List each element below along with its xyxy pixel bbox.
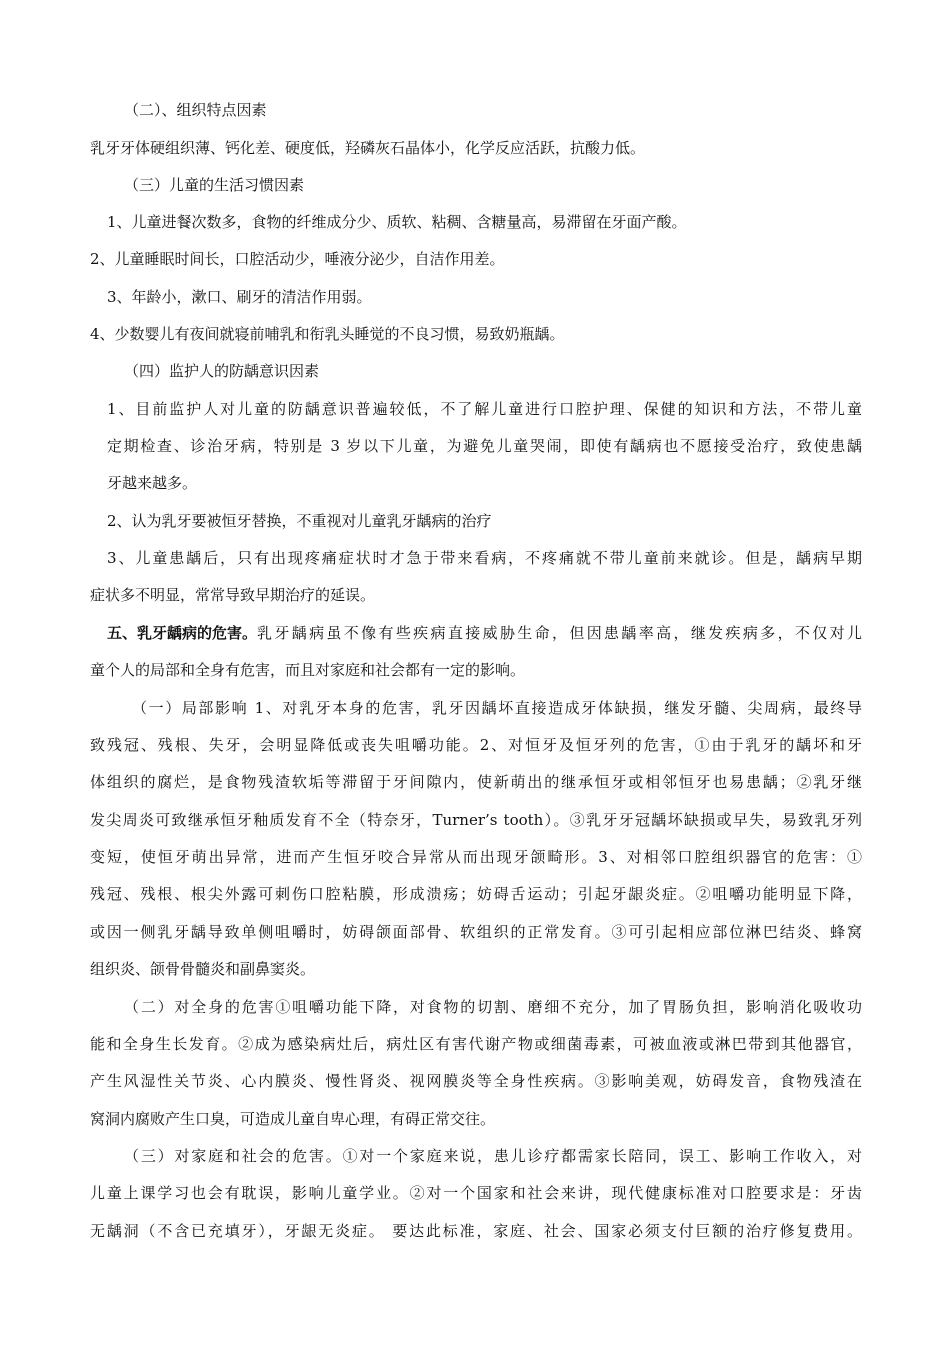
paragraph-line: 或因一侧乳牙龋导致单侧咀嚼时，妨碍颌面部骨、软组织的正常发育。③可引起相应部位淋巴结炎、蜂窝 <box>90 923 862 941</box>
list-item: 2、认为乳牙要被恒牙替换，不重视对儿童乳牙龋病的治疗 <box>107 512 492 530</box>
paragraph-line: （三）对家庭和社会的危害。①对一个家庭来说，患儿诊疗都需家长陪同，误工、影响工作收入，对 <box>124 1147 862 1165</box>
paragraph-text: 乳牙龋病虽不像有些疾病直接威胁生命，但因患龋率高，继发疾病多，不仅对儿 <box>257 624 862 642</box>
paragraph-line: 窝洞内腐败产生口臭，可造成儿童自卑心理，有碍正常交往。 <box>90 1110 496 1128</box>
section-heading: （二）、组织特点因素 <box>124 101 267 119</box>
section-title: 五、乳牙龋病的危害。 <box>107 624 258 642</box>
paragraph-line <box>107 623 862 643</box>
paragraph-line: 定期检查、诊治牙病，特别是 3 岁以下儿童，为避免儿童哭闹，即使有龋病也不愿接受治疗，致使患龋 <box>107 437 862 455</box>
paragraph-line: 产生风湿性关节炎、心内膜炎、慢性肾炎、视网膜炎等全身性疾病。③影响美观，妨碍发音，食物残渣在 <box>90 1072 862 1090</box>
paragraph-line: 牙越来越多。 <box>107 474 198 492</box>
paragraph-line: 变短，使恒牙萌出异常，进而产生恒牙咬合异常从而出现牙颌畸形。3、对相邻口腔组织器官的危害：① <box>90 848 862 866</box>
section-heading: （四）监护人的防龋意识因素 <box>124 362 320 380</box>
paragraph-line: （二）对全身的危害①咀嚼功能下降，对食物的切割、磨细不充分，加了胃肠负担，影响消化吸收功 <box>124 998 862 1016</box>
paragraph-line: 残冠、残根、根尖外露可刺伤口腔粘膜，形成溃疡；妨碍舌运动；引起牙龈炎症。②咀嚼功能明显下降， <box>90 885 862 903</box>
paragraph-line: 1、目前监护人对儿童的防龋意识普遍较低，不了解儿童进行口腔护理、保健的知识和方法，不带儿童 <box>107 400 862 418</box>
paragraph-line: 童个人的局部和全身有危害，而且对家庭和社会都有一定的影响。 <box>90 661 526 679</box>
paragraph-line: 无龋洞（不含已充填牙），牙龈无炎症。 要达此标准，家庭、社会、国家必须支付巨额的治疗修复费用。 <box>90 1222 862 1240</box>
paragraph-line: 发尖周炎可致继承恒牙釉质发育不全（特奈牙，Turner’s tooth）。③乳牙牙冠龋坏缺损或早失，易致乳牙列 <box>90 811 862 829</box>
list-item: 2、儿童睡眠时间长，口腔活动少，唾液分泌少，自洁作用差。 <box>90 250 505 268</box>
paragraph-line: 致残冠、残根、失牙，会明显降低或丧失咀嚼功能。2、对恒牙及恒牙列的危害，①由于乳牙的龋坏和牙 <box>90 736 862 754</box>
paragraph-line: 能和全身生长发育。②成为感染病灶后，病灶区有害代谢产物或细菌毒素，可被血液或淋巴带到其他器官， <box>90 1035 862 1053</box>
paragraph-line: （一）局部影响 1、对乳牙本身的危害，乳牙因龋坏直接造成牙体缺损，继发牙髓、尖周病，最终导 <box>132 699 862 717</box>
list-item: 3、年龄小，漱口、刷牙的清洁作用弱。 <box>107 288 372 306</box>
paragraph-line: 乳牙牙体硬组织薄、钙化差、硬度低，羟磷灰石晶体小，化学反应活跃，抗酸力低。 <box>90 139 646 157</box>
section-heading: （三）儿童的生活习惯因素 <box>124 176 305 194</box>
paragraph-line: 组织炎、颌骨骨髓炎和副鼻窦炎。 <box>90 960 316 978</box>
list-item: 1、儿童进餐次数多，食物的纤维成分少、质软、粘稠、含糖量高，易滞留在牙面产酸。 <box>107 213 687 231</box>
list-item: 4、少数婴儿有夜间就寝前哺乳和衔乳头睡觉的不良习惯，易致奶瓶龋。 <box>90 325 565 343</box>
paragraph-line: 儿童上课学习也会有耽误，影响儿童学业。②对一个国家和社会来讲，现代健康标准对口腔要求是：牙齿 <box>90 1184 862 1202</box>
paragraph-line: 3、儿童患龋后，只有出现疼痛症状时才急于带来看病，不疼痛就不带儿童前来就诊。但是，龋病早期 <box>107 549 862 567</box>
paragraph-line: 症状多不明显，常常导致早期治疗的延误。 <box>90 586 376 604</box>
paragraph-line: 体组织的腐烂，是食物残渣软垢等滞留于牙间隙内，使新萌出的继承恒牙或相邻恒牙也易患龋；②乳牙继 <box>90 773 862 791</box>
